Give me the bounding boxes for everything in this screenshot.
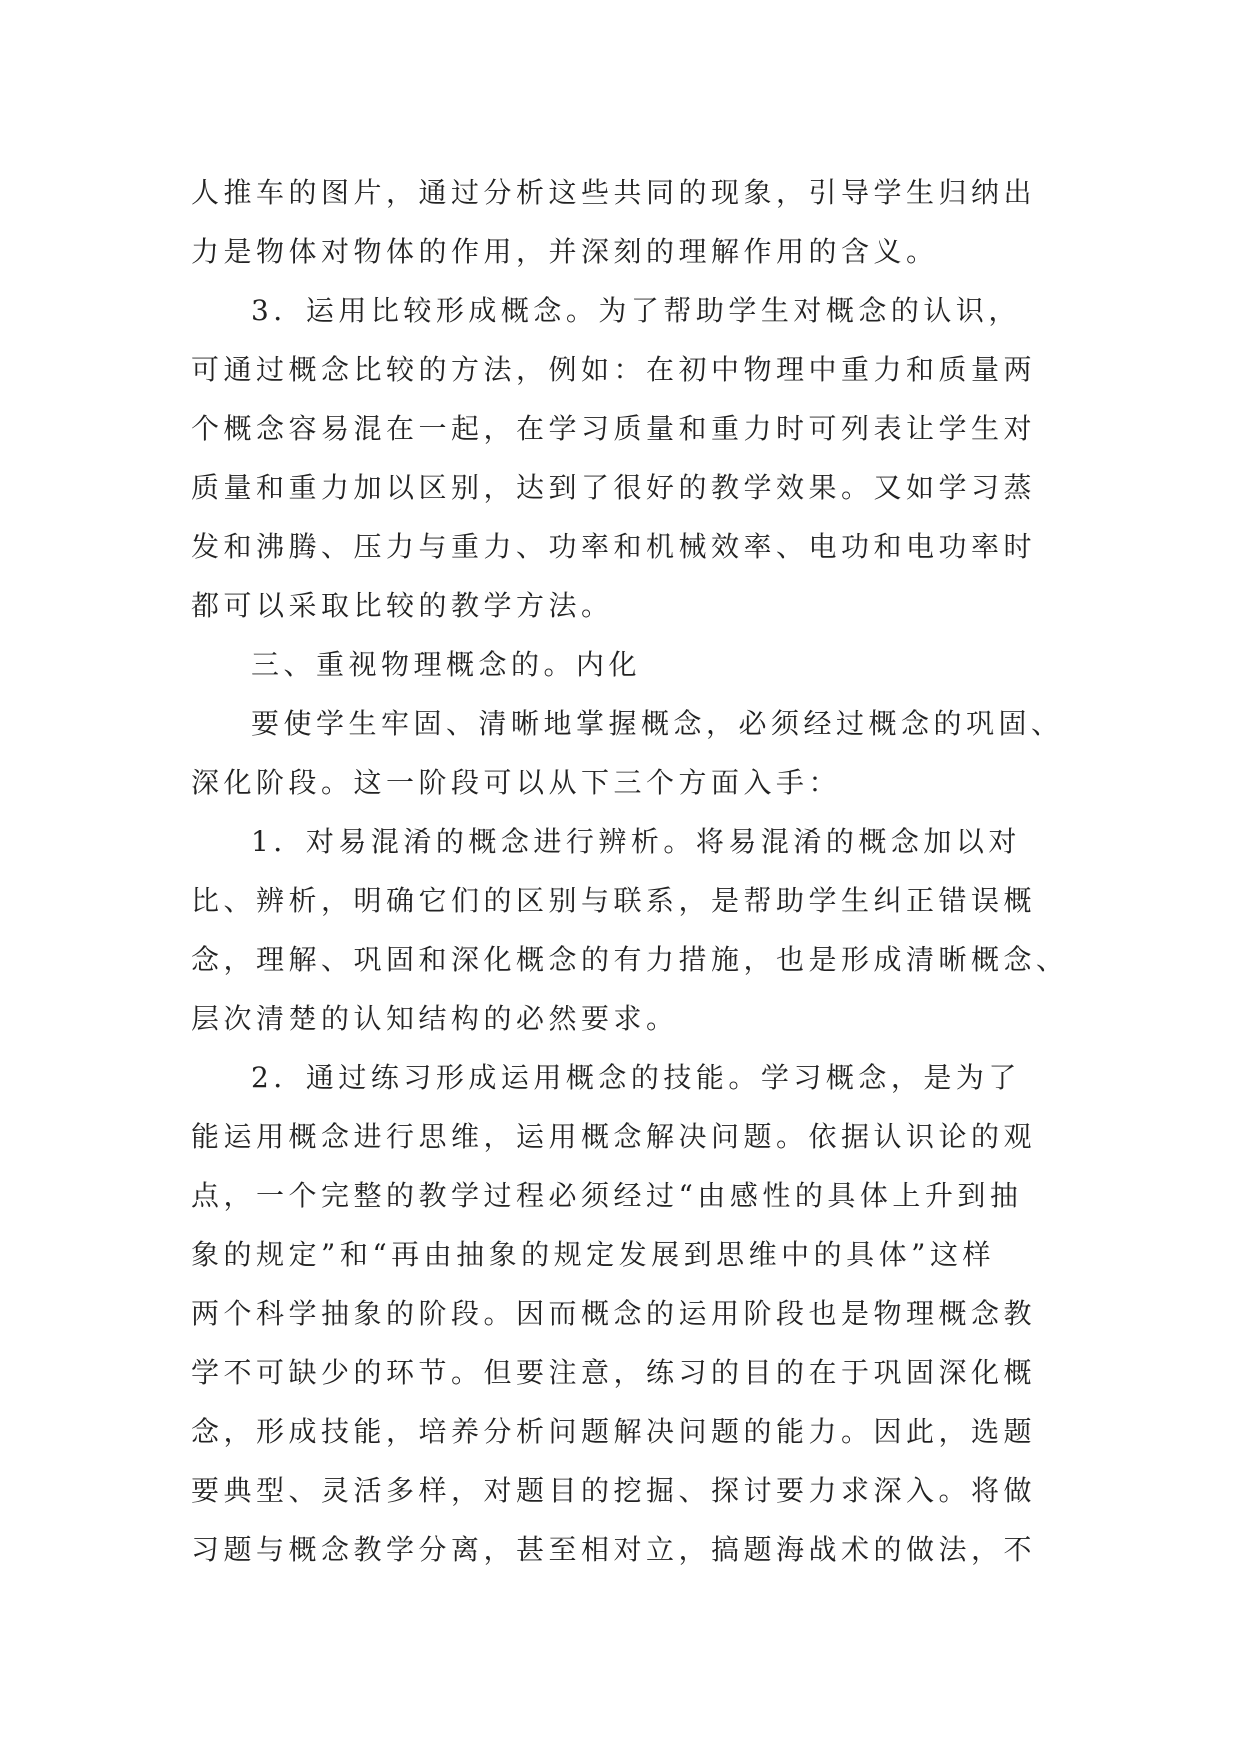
text-line-6: 质量和重力加以区别，达到了很好的教学效果。又如学习蒸 [191, 471, 1037, 504]
text-line-5: 个概念容易混在一起，在学习质量和重力时可列表让学生对 [191, 412, 1037, 445]
text-line-16: 2．通过练习形成运用概念的技能。学习概念，是为了 [251, 1061, 1021, 1094]
text-line-20: 两个科学抽象的阶段。因而概念的运用阶段也是物理概念教 [191, 1297, 1037, 1330]
text-line-21: 学不可缺少的环节。但要注意，练习的目的在于巩固深化概 [191, 1356, 1037, 1389]
text-line-10: 要使学生牢固、清晰地掌握概念，必须经过概念的巩固、 [251, 707, 1064, 740]
text-line-8: 都可以采取比较的教学方法。 [191, 589, 614, 622]
text-line-24: 习题与概念教学分离，甚至相对立，搞题海战术的做法，不 [191, 1533, 1037, 1566]
text-line-17: 能运用概念进行思维，运用概念解决问题。依据认识论的观 [191, 1120, 1037, 1153]
text-line-4: 可通过概念比较的方法，例如：在初中物理中重力和质量两 [191, 353, 1037, 386]
text-line-15: 层次清楚的认知结构的必然要求。 [191, 1002, 679, 1035]
text-line-3: 3．运用比较形成概念。为了帮助学生对概念的认识， [251, 294, 1021, 327]
document-body [191, 163, 1069, 1579]
text-line-1: 人推车的图片，通过分析这些共同的现象，引导学生归纳出 [191, 176, 1037, 209]
text-line-2: 力是物体对物体的作用，并深刻的理解作用的含义。 [191, 235, 939, 268]
text-line-19: 象的规定”和“再由抽象的规定发展到思维中的具体”这样 [191, 1238, 995, 1271]
text-line-11: 深化阶段。这一阶段可以从下三个方面入手： [191, 766, 842, 799]
text-line-22: 念，形成技能，培养分析问题解决问题的能力。因此，选题 [191, 1415, 1037, 1448]
text-line-7: 发和沸腾、压力与重力、功率和机械效率、电功和电功率时 [191, 530, 1037, 563]
section-heading: 三、重视物理概念的。内化 [251, 648, 642, 681]
text-line-23: 要典型、灵活多样，对题目的挖掘、探讨要力求深入。将做 [191, 1474, 1037, 1507]
text-line-14: 念，理解、巩固和深化概念的有力措施，也是形成清晰概念、 [191, 943, 1069, 976]
text-line-13: 比、辨析，明确它们的区别与联系，是帮助学生纠正错误概 [191, 884, 1037, 917]
text-line-12: 1．对易混淆的概念进行辨析。将易混淆的概念加以对 [251, 825, 1021, 858]
text-line-18: 点，一个完整的教学过程必须经过“由感性的具体上升到抽 [191, 1179, 1023, 1212]
